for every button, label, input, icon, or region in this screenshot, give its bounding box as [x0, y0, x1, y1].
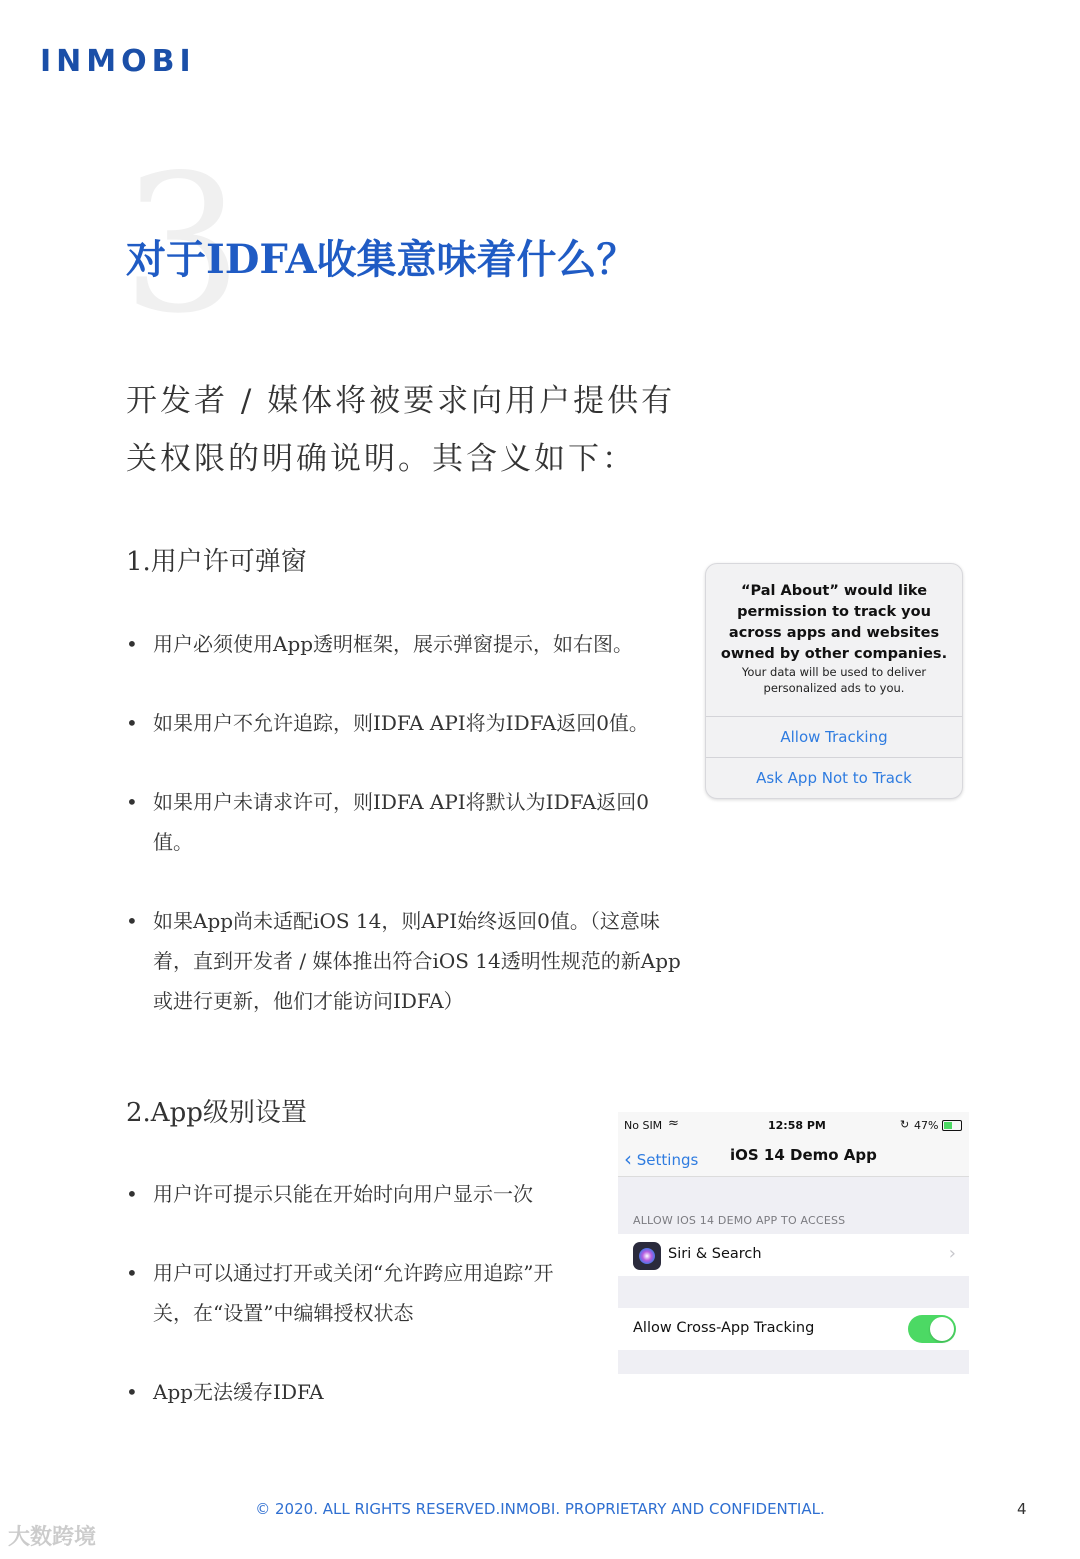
ios-settings-screenshot [618, 1112, 969, 1374]
list-item: • 如果用户不允许追踪，则IDFA API将为IDFA返回0值。 [126, 703, 686, 743]
part1-bullet-list [126, 624, 686, 1021]
carrier-label: No SIM [624, 1119, 663, 1132]
navigation-bar [618, 1140, 969, 1177]
rotation-lock-icon: ↻ [900, 1118, 910, 1131]
alert-message: Your data will be used to deliver personalized ads to you. [741, 665, 927, 695]
status-bar [618, 1112, 969, 1140]
footer-copyright: © 2020. ALL RIGHTS RESERVED.INMOBI. PROPRIETARY AND CONFIDENTIAL. [255, 1500, 825, 1518]
part1-heading: 1.用户许可弹窗 [126, 547, 307, 577]
tracking-toggle[interactable] [908, 1315, 956, 1343]
list-item: • 如果App尚未适配iOS 14，则API始终返回0值。（这意味着，直到开发者 / 媒体推出符合iOS 14透明性规范的新App或进行更新，他们才能访问IDFA） [126, 901, 686, 1021]
intro-paragraph: 开发者 / 媒体将被要求向用户提供有关权限的明确说明。其含义如下： [126, 383, 676, 477]
wifi-icon: ≈ [668, 1116, 679, 1131]
inmobi-logo: INMOBI [40, 44, 196, 79]
list-item: • App无法缓存IDFA [126, 1372, 576, 1412]
battery-label: 47% [914, 1119, 939, 1132]
part2-bullet-list [126, 1174, 576, 1412]
chevron-left-icon: ‹ [624, 1147, 632, 1171]
tracking-row-label: Allow Cross-App Tracking [633, 1320, 815, 1336]
tracking-permission-alert [705, 563, 963, 799]
page-title: 对于IDFA收集意味着什么？ [126, 236, 637, 283]
back-button[interactable]: ‹ Settings [624, 1147, 699, 1171]
section-number: 3 [122, 134, 243, 355]
allow-tracking-button[interactable]: Allow Tracking [706, 716, 962, 757]
part2-heading: 2.App级别设置 [126, 1098, 307, 1128]
ask-not-to-track-button[interactable]: Ask App Not to Track [706, 757, 962, 798]
section-label: ALLOW IOS 14 DEMO APP TO ACCESS [633, 1214, 846, 1227]
list-item: • 用户必须使用App透明框架，展示弹窗提示，如右图。 [126, 624, 686, 664]
clock-label: 12:58 PM [768, 1119, 826, 1132]
cross-app-tracking-row [618, 1308, 969, 1350]
siri-search-row[interactable] [618, 1234, 969, 1276]
page-number: 4 [1017, 1500, 1027, 1518]
alert-title: “Pal About” would like permission to track you across apps and websites owned by other companies. [720, 583, 948, 662]
siri-row-label: Siri & Search [668, 1246, 762, 1262]
list-item: • 如果用户未请求许可，则IDFA API将默认为IDFA返回0值。 [126, 782, 686, 862]
siri-icon [633, 1242, 661, 1270]
nav-title: iOS 14 Demo App [730, 1146, 877, 1164]
list-item: • 用户许可提示只能在开始时向用户显示一次 [126, 1174, 576, 1214]
list-item: • 用户可以通过打开或关闭“允许跨应用追踪”开关，在“设置”中编辑授权状态 [126, 1253, 576, 1333]
battery-icon [942, 1120, 962, 1131]
chevron-right-icon: › [948, 1243, 956, 1264]
watermark: 大数跨境 [8, 1525, 97, 1550]
